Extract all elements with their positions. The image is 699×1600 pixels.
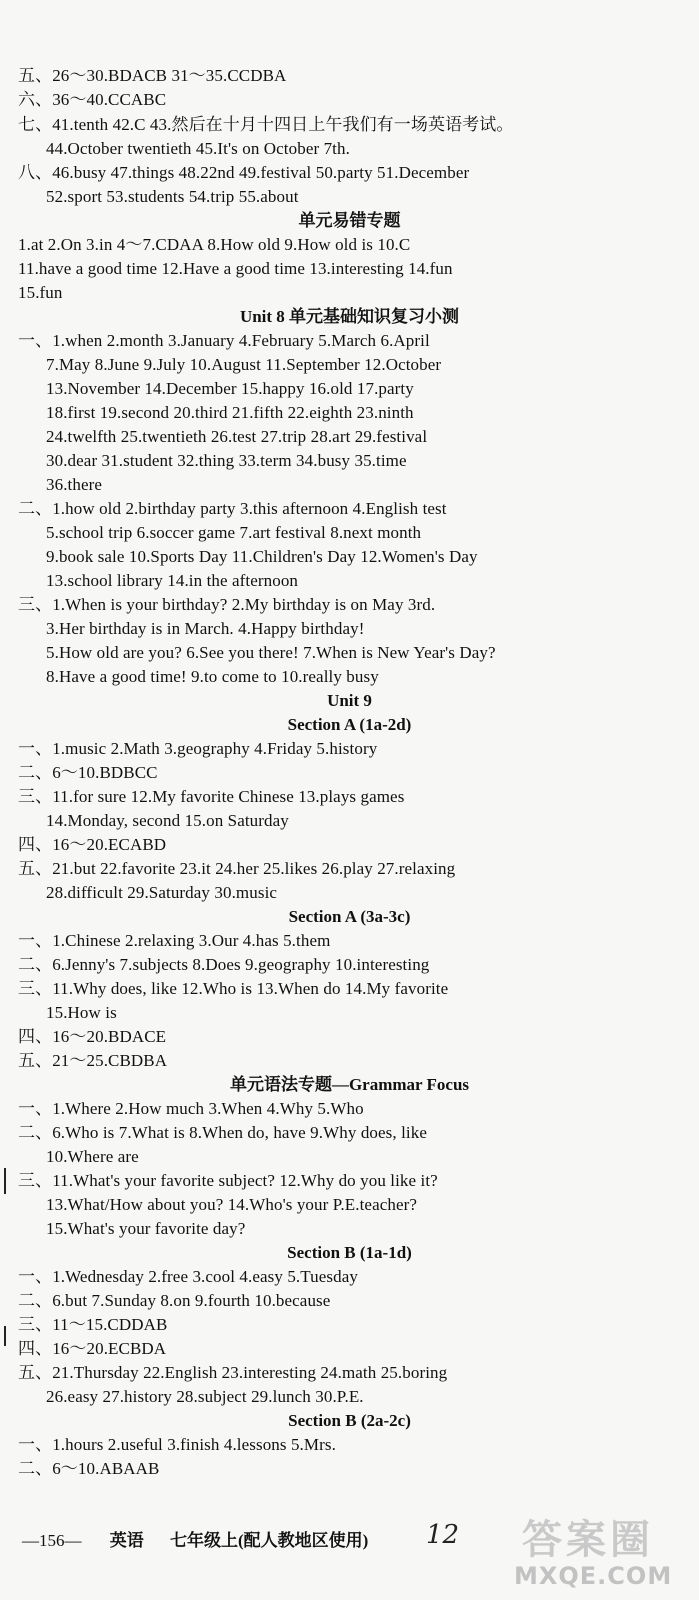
answer-line: 5.How old are you? 6.See you there! 7.When is New Year's Day? <box>46 643 496 662</box>
answer-line: 八、46.busy 47.things 48.22nd 49.festival 50.party 51.December <box>18 163 470 182</box>
answer-line: 5.school trip 6.soccer game 7.art festival 8.next month <box>46 523 422 542</box>
answer-line: 五、21～25.CBDBA <box>18 1051 168 1070</box>
margin-mark <box>4 1326 6 1346</box>
answer-line: 一、1.when 2.month 3.January 4.February 5.March 6.April <box>18 331 430 350</box>
section-heading: Section B (1a-1d) <box>287 1243 412 1262</box>
answer-line: 二、1.how old 2.birthday party 3.this afternoon 4.English test <box>18 499 447 518</box>
answer-line: 一、1.Chinese 2.relaxing 3.Our 4.has 5.them <box>18 931 331 950</box>
answer-line: 10.Where are <box>46 1147 139 1166</box>
answer-line: 13.school library 14.in the afternoon <box>46 571 299 590</box>
answer-line: 11.have a good time 12.Have a good time 13.interesting 14.fun <box>18 259 453 278</box>
answer-line: 一、1.Where 2.How much 3.When 4.Why 5.Who <box>18 1099 364 1118</box>
watermark-logo: 答案圈 <box>522 1517 654 1563</box>
answer-line: 15.fun <box>18 283 63 302</box>
section-heading: Section B (2a-2c) <box>288 1411 411 1430</box>
answer-line: 三、1.When is your birthday? 2.My birthday is on May 3rd. <box>18 595 436 614</box>
page-footer <box>22 1526 368 1551</box>
answer-line: 1.at 2.On 3.in 4～7.CDAA 8.How old 9.How old is 10.C <box>18 235 411 254</box>
answer-line: 五、26～30.BDACB 31～35.CCDBA <box>18 66 287 85</box>
answer-line: 7.May 8.June 9.July 10.August 11.September 12.October <box>46 355 442 374</box>
answer-line: 26.easy 27.history 28.subject 29.lunch 30.P.E. <box>46 1387 364 1406</box>
answer-line: 14.Monday, second 15.on Saturday <box>46 811 289 830</box>
section-heading: Section A (1a-2d) <box>287 715 412 734</box>
section-heading: 单元易错专题 <box>298 211 401 230</box>
answer-line: 36.there <box>46 475 103 494</box>
answer-line: 七、41.tenth 42.C 43.然后在十月十四日上午我们有一场英语考试。 <box>18 115 514 134</box>
answer-line: 三、11.Why does, like 12.Who is 13.When do 14.My favorite <box>18 979 449 998</box>
answer-line: 二、6～10.ABAAB <box>18 1459 160 1478</box>
section-heading: 单元语法专题—Grammar Focus <box>229 1075 470 1094</box>
watermark <box>512 1508 692 1598</box>
answer-line: 44.October twentieth 45.It's on October 7th. <box>46 139 350 158</box>
answer-line: 六、36～40.CCABC <box>18 90 167 109</box>
section-heading: Unit 9 <box>327 691 372 710</box>
handwritten-note: 12 <box>426 1520 460 1550</box>
answer-line: 18.first 19.second 20.third 21.fifth 22.eighth 23.ninth <box>46 403 414 422</box>
footer-subject: 英语 <box>109 1531 144 1550</box>
answer-line: 四、16～20.BDACE <box>18 1027 167 1046</box>
section-heading: Section A (3a-3c) <box>288 907 411 926</box>
margin-mark <box>4 1168 6 1194</box>
answer-line: 28.difficult 29.Saturday 30.music <box>46 883 278 902</box>
answer-line: 二、6.Jenny's 7.subjects 8.Does 9.geography 10.interesting <box>18 955 430 974</box>
answer-line: 52.sport 53.students 54.trip 55.about <box>46 187 299 206</box>
answer-line: 9.book sale 10.Sports Day 11.Children's Day 12.Women's Day <box>46 547 478 566</box>
answer-line: 30.dear 31.student 32.thing 33.term 34.busy 35.time <box>46 451 407 470</box>
answer-line: 15.What's your favorite day? <box>46 1219 246 1238</box>
answer-line: 13.What/How about you? 14.Who's your P.E.teacher? <box>46 1195 418 1214</box>
answer-line: 四、16～20.ECBDA <box>18 1339 167 1358</box>
answer-line: 13.November 14.December 15.happy 16.old 17.party <box>46 379 414 398</box>
answer-line: 三、11.What's your favorite subject? 12.Why do you like it? <box>18 1171 438 1190</box>
page-number: —156— <box>22 1531 82 1550</box>
answer-line: 五、21.Thursday 22.English 23.interesting 24.math 25.boring <box>18 1363 448 1382</box>
answer-line: 15.How is <box>46 1003 117 1022</box>
footer-grade-label: 七年级上(配人教地区使用) <box>170 1531 369 1550</box>
answer-line: 三、11.for sure 12.My favorite Chinese 13.plays games <box>18 787 405 806</box>
answer-line: 一、1.music 2.Math 3.geography 4.Friday 5.history <box>18 739 378 758</box>
answer-line: 3.Her birthday is in March. 4.Happy birthday! <box>46 619 365 638</box>
answer-line: 二、6.Who is 7.What is 8.When do, have 9.Why does, like <box>18 1123 427 1142</box>
answer-line: 二、6～10.BDBCC <box>18 763 158 782</box>
answer-line: 一、1.hours 2.useful 3.finish 4.lessons 5.Mrs. <box>18 1435 336 1454</box>
answer-line: 8.Have a good time! 9.to come to 10.really busy <box>46 667 379 686</box>
section-heading: Unit 8 单元基础知识复习小测 <box>239 307 460 326</box>
watermark-url: MXQE.COM <box>514 1562 673 1590</box>
answer-line: 24.twelfth 25.twentieth 26.test 27.trip 28.art 29.festival <box>46 427 428 446</box>
answer-line: 四、16～20.ECABD <box>18 835 167 854</box>
answer-line: 三、11～15.CDDAB <box>18 1315 168 1334</box>
answer-line: 一、1.Wednesday 2.free 3.cool 4.easy 5.Tuesday <box>18 1267 358 1286</box>
answer-line: 二、6.but 7.Sunday 8.on 9.fourth 10.because <box>18 1291 331 1310</box>
answer-line: 五、21.but 22.favorite 23.it 24.her 25.likes 26.play 27.relaxing <box>18 859 456 878</box>
